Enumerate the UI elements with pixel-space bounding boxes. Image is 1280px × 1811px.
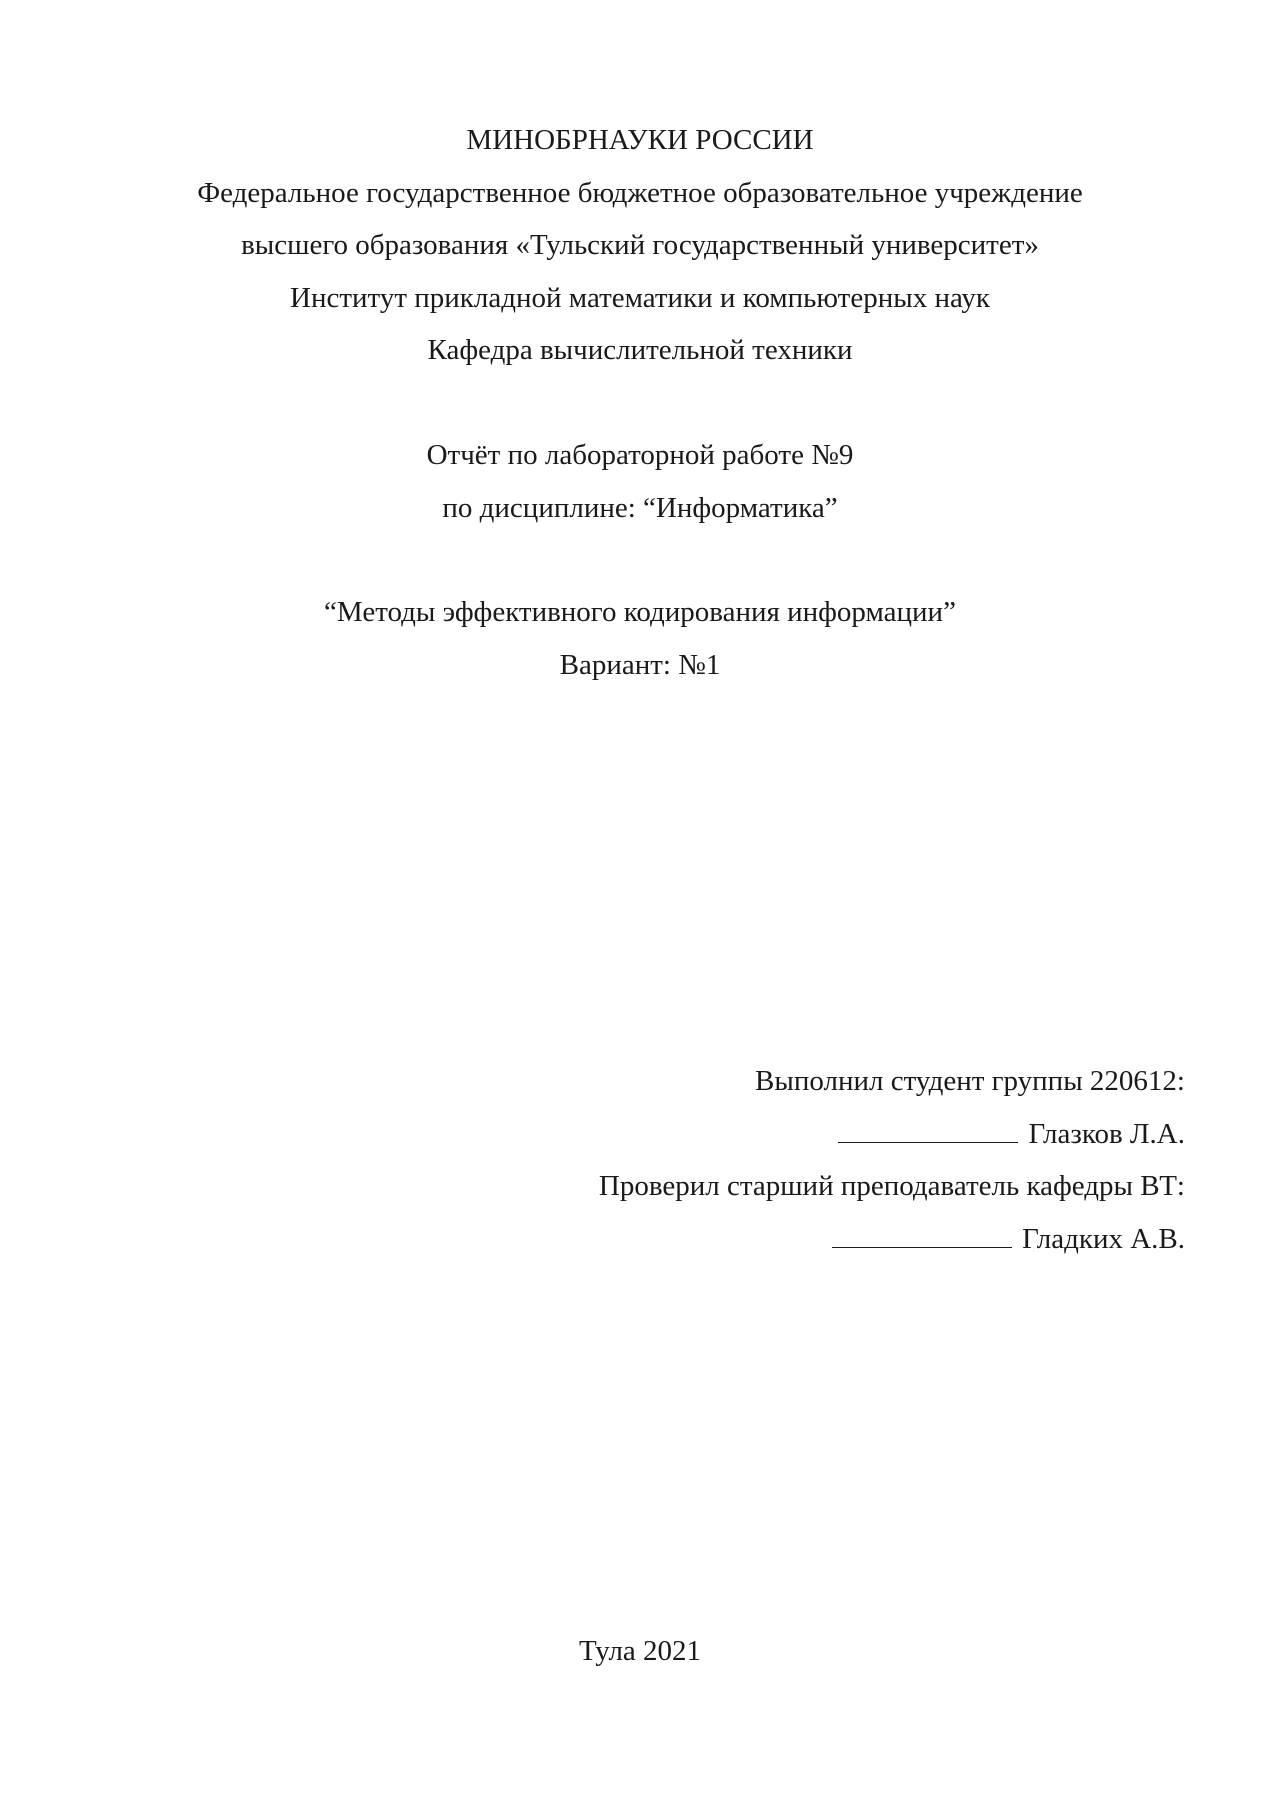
city-year: Тула 2021 [578,1635,702,1667]
report-variant: Вариант: №1 [559,649,721,681]
institution-name-line2: высшего образования «Тульский государственный университет» [241,229,1039,261]
institute-name: Институт прикладной математики и компьютерных наук [290,282,990,314]
report-discipline: по дисциплине: “Информатика” [442,492,838,524]
ministry-heading: МИНОБРНАУКИ РОССИИ [466,124,814,156]
student-name: Глазков Л.А. [1028,1118,1185,1150]
report-title: Отчёт по лабораторной работе №9 [426,439,854,471]
student-signature-line [838,1117,1185,1151]
performed-by-label: Выполнил студент группы 220612: [755,1065,1185,1097]
department-name: Кафедра вычислительной техники [427,334,853,366]
teacher-name: Гладких А.В. [1022,1223,1185,1255]
checked-by-label: Проверил старший преподаватель кафедры ВТ: [598,1170,1185,1202]
teacher-signature-line [832,1222,1185,1256]
signature-blank [832,1225,1012,1248]
report-topic: “Методы эффективного кодирования информации” [324,596,956,628]
signature-blank [838,1120,1018,1143]
institution-name-line1: Федеральное государственное бюджетное образовательное учреждение [197,177,1083,209]
